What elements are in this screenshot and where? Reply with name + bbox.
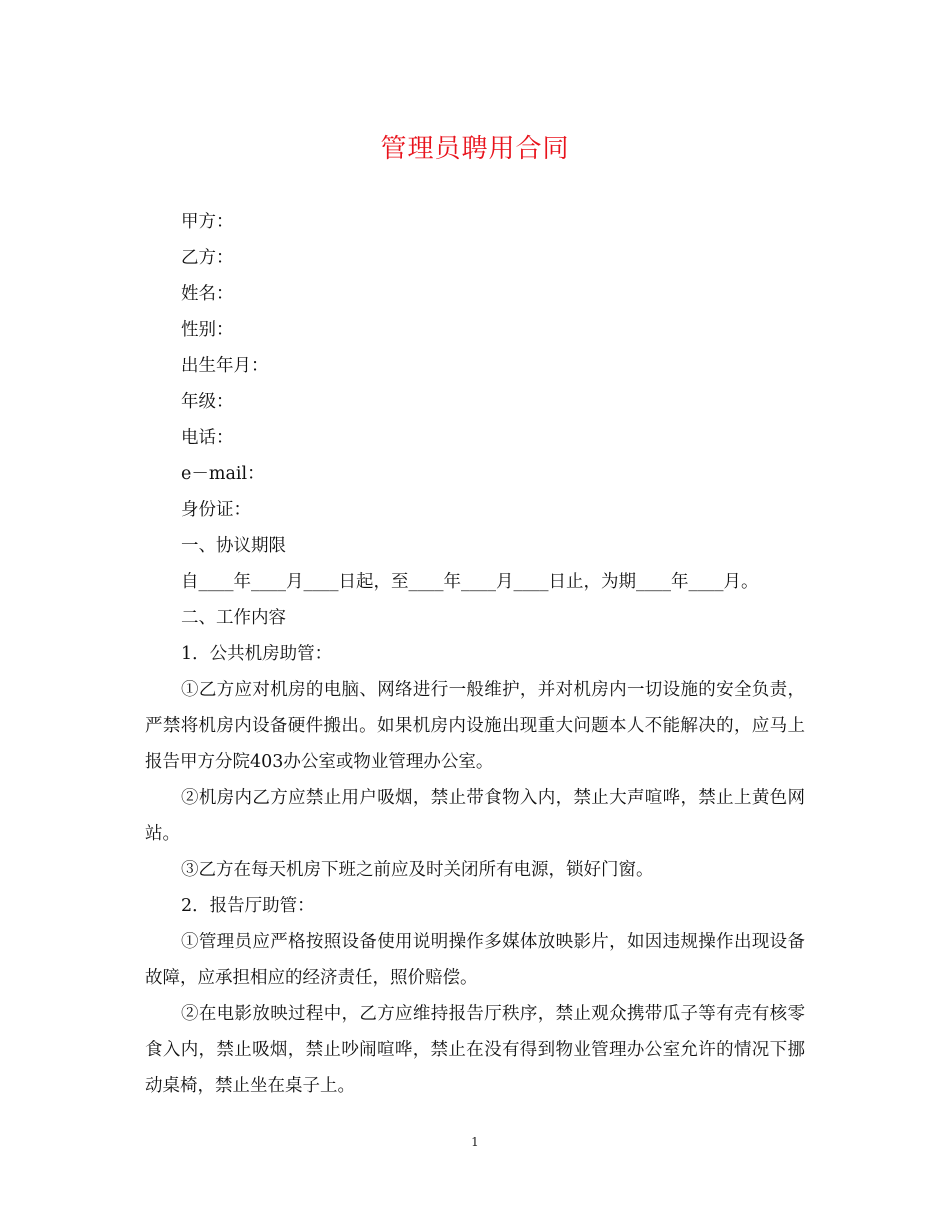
field-grade: 年级：	[181, 392, 234, 412]
term-line: 自____年____月____日起，至____年____月____日止，为期____年____月。	[181, 572, 759, 592]
sub-1-item-3: ③乙方在每天机房下班之前应及时关闭所有电源，锁好门窗。	[181, 860, 654, 880]
document-body	[145, 204, 805, 1104]
field-birth: 出生年月：	[181, 356, 269, 376]
sub-2-item-2: ②在电影放映过程中，乙方应维持报告厅秩序，禁止观众携带瓜子等有壳有核零食入内，禁止吸烟，禁止吵闹喧哗，禁止在没有得到物业管理办公室允许的情况下挪动桌椅，禁止坐在桌子上。	[145, 1004, 805, 1096]
section-2-heading: 二、工作内容	[181, 608, 286, 628]
field-party-a: 甲方：	[181, 212, 234, 232]
field-party-b: 乙方：	[181, 248, 234, 268]
field-email: e－mail：	[181, 464, 265, 484]
field-name: 姓名：	[181, 284, 234, 304]
field-gender: 性别：	[181, 320, 234, 340]
sub-1-heading: 1．公共机房助管：	[181, 644, 333, 664]
sub-2-heading: 2．报告厅助管：	[181, 896, 315, 916]
section-1-heading: 一、协议期限	[181, 536, 286, 556]
field-id-card: 身份证：	[181, 500, 251, 520]
sub-1-item-2: ②机房内乙方应禁止用户吸烟，禁止带食物入内，禁止大声喧哗，禁止上黄色网站。	[145, 788, 805, 844]
page-number: 1	[471, 1135, 479, 1149]
document-title: 管理员聘用合同	[380, 134, 570, 164]
field-phone: 电话：	[181, 428, 234, 448]
sub-1-item-1: ①乙方应对机房的电脑、网络进行一般维护，并对机房内一切设施的安全负责，严禁将机房内设备硬件搬出。如果机房内设施出现重大问题本人不能解决的，应马上报告甲方分院403办公室或物业管理办公室。	[145, 680, 805, 772]
sub-2-item-1: ①管理员应严格按照设备使用说明操作多媒体放映影片，如因违规操作出现设备故障，应承担相应的经济责任，照价赔偿。	[145, 932, 805, 988]
